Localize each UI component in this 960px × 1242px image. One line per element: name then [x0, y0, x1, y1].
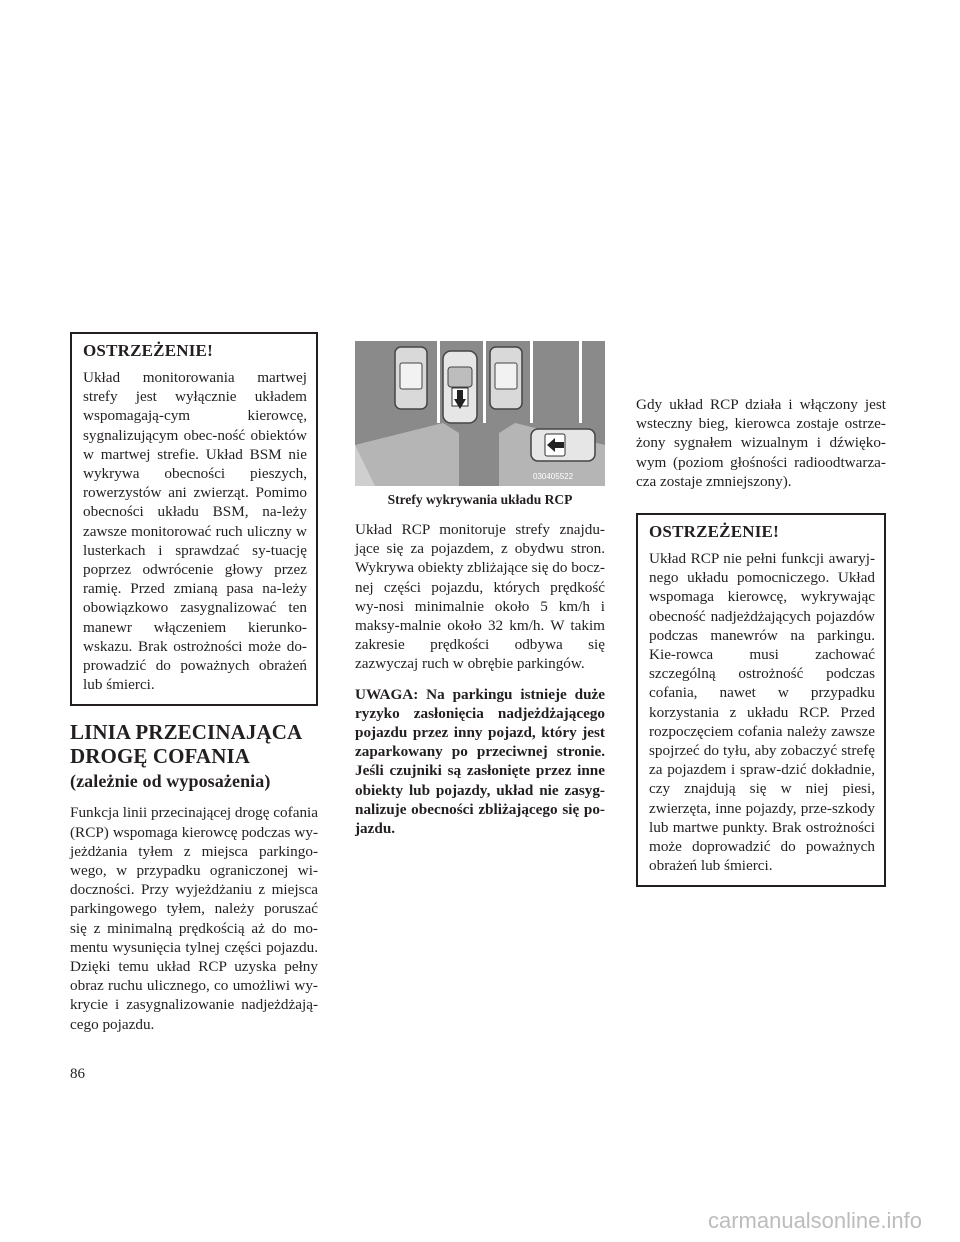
column-left [70, 332, 318, 1033]
paragraph-monitoring: Układ RCP monitoruje strefy znajdu-jące się za pojazdem, z obydwu stron. Wykrywa obiekty zbliżające się do bocz-nej części pojazdu, których prędkość wy-nosi minimalnie około 5 km/h i maksy-malnie około 32 km/h. W takim zakresie prędkości odbywa się zazwyczaj ruch w obrębie parkingów. [355, 521, 605, 673]
warning-title: OSTRZEŻENIE! [83, 341, 213, 360]
warning-box-rcp [636, 513, 886, 887]
paragraph-alert: Gdy układ RCP działa i włączony jest wsteczny bieg, kierowca zostaje ostrze-żony sygnałem wizualnym i dźwięko-wym (poziom głośności radioodtwarza-cza zostaje zmniejszony). [636, 396, 886, 490]
column-middle [355, 330, 605, 838]
warning-box-bsm [70, 332, 318, 706]
page-number: 86 [70, 1066, 85, 1082]
warning-title: OSTRZEŻENIE! [649, 522, 779, 542]
section-heading-suffix: (zależnie od wyposażenia) [70, 771, 271, 792]
parking-diagram [355, 341, 605, 486]
warning-text: Układ RCP nie pełni funkcji awaryj-nego układu pomocniczego. Układ wspomaga kierowcę, wykrywając obecność nadjeżdżających pojazdów podczas manewrów na parkingu. Kie-rowca musi zachować szczególną ostrożność podczas cofania, nawet w przypadku korzystania z układu RCP. Przed rozpoczęciem cofania należy zawsze spojrzeć do tyłu, aby zobaczyć strefę za pojazdem i spraw-dzić dokładnie, czy znajdują się w niej piesi, zwierzęta, inne pojazdy, prze-szkody lub martwe punkty. Brak ostrożności może doprowadzić do poważnych obrażeń lub śmierci. [649, 550, 875, 875]
figure-caption: Strefy wykrywania układu RCP [387, 492, 573, 507]
section-intro: Funkcja linii przecinającej drogę cofania (RCP) wspomaga kierowcę podczas wy-jeżdżania tyłem z miejsca parkingo-wego, w przypadku ograniczonej wi-doczności. Przy wyjeżdżaniu z miejsca parkingowego tyłem, należy poruszać się z minimalną prędkością aż do mo-mentu wysunięcia tylnej części pojazdu. Dzięki temu układ RCP uzyska pełny obraz ruchu ulicznego, co umożliwi wy-krycie i zasygnalizowanie nadjeżdżają-cego pojazdu. [70, 804, 318, 1033]
section-heading [70, 720, 318, 793]
rcp-detection-figure [355, 341, 605, 486]
warning-text: Układ monitorowania martwej strefy jest wyłącznie układem wspomagają-cym kierowcę, sygnalizującym obec-ność obiektów w martwej strefie. Układ BSM nie wykrywa obecności pieszych, rowerzystów ani zwierząt. Pomimo obecności układu BSM, na-leży zawsze monitorować ruch uliczny w lusterkach i sprawdzać sy-tuację poprzez odwrócenie głowy przez ramię. Przed zmianą pasa na-leży obowiązkowo zasygnalizować ten manewr włączeniem kierunko-wskazu. Brak ostrożności może do-prowadzić do poważnych obrażeń lub śmierci. [83, 369, 307, 694]
footer-watermark: carmanualsonline.info [707, 1208, 922, 1233]
section-heading-main: LINIA PRZECINAJĄCA DROGĘ COFANIA [70, 720, 302, 769]
figure-code: 030405522 [533, 472, 574, 481]
note-paragraph: UWAGA: Na parkingu istnieje duże ryzyko zasłonięcia nadjeżdżającego pojazdu przez inny pojazd, który jest zaparkowany po przeciwnej stronie. Jeśli czujniki są zasłonięte przez inne obiekty lub pojazdy, układ nie zasyg-nalizuje obecności zbliżającego się po-jazdu. [355, 685, 605, 838]
column-right [636, 330, 886, 887]
